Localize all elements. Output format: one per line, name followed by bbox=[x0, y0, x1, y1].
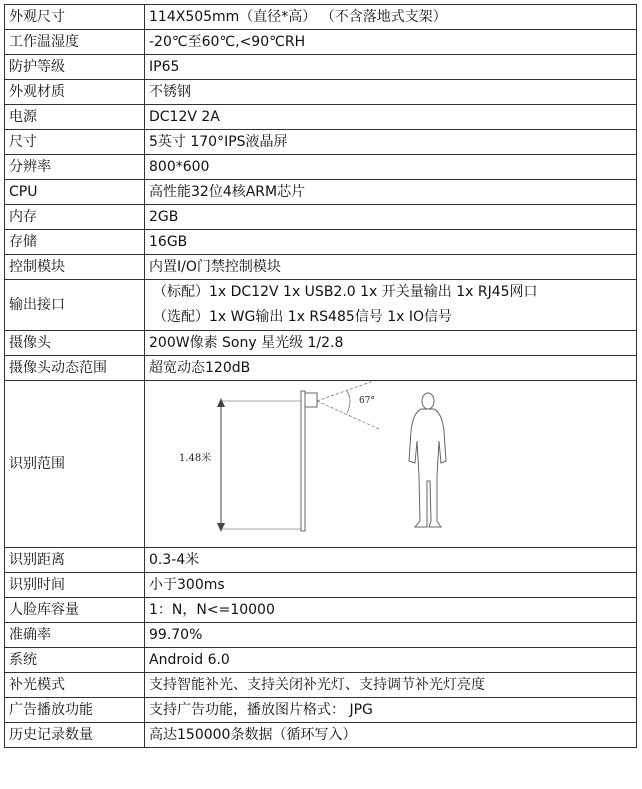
row-value: 16GB bbox=[145, 230, 637, 255]
row-key: 准确率 bbox=[5, 623, 145, 648]
row-key: 补光模式 bbox=[5, 673, 145, 698]
row-value: 小于300ms bbox=[145, 573, 637, 598]
output-standard-line: （标配）1x DC12V 1x USB2.0 1x 开关量输出 1x RJ45网口 bbox=[153, 284, 538, 300]
row-value: 114X505mm（直径*高） （不含落地式支架） bbox=[145, 5, 637, 30]
row-value: 高达150000条数据（循环写入） bbox=[145, 723, 637, 748]
table-row bbox=[5, 80, 637, 105]
table-row-recognition-range bbox=[5, 381, 637, 548]
output-optional-line: （选配）1x WG输出 1x RS485信号 1x IO信号 bbox=[153, 309, 453, 325]
table-row bbox=[5, 723, 637, 748]
row-key: 摄像头 bbox=[5, 331, 145, 356]
person-silhouette-icon bbox=[409, 393, 446, 527]
row-key: 输出接口 bbox=[5, 280, 145, 331]
table-row bbox=[5, 55, 637, 80]
row-key: 电源 bbox=[5, 105, 145, 130]
table-row bbox=[5, 205, 637, 230]
row-value: 5英寸 170°IPS液晶屏 bbox=[145, 130, 637, 155]
table-row bbox=[5, 155, 637, 180]
row-value: 200W像素 Sony 星光级 1/2.8 bbox=[145, 331, 637, 356]
row-key: 防护等级 bbox=[5, 55, 145, 80]
table-row bbox=[5, 105, 637, 130]
table-row-output bbox=[5, 280, 637, 331]
row-key: 存储 bbox=[5, 230, 145, 255]
row-key: 摄像头动态范围 bbox=[5, 356, 145, 381]
row-value: 2GB bbox=[145, 205, 637, 230]
table-row bbox=[5, 548, 637, 573]
table-row bbox=[5, 598, 637, 623]
row-key: 外观材质 bbox=[5, 80, 145, 105]
table-row bbox=[5, 623, 637, 648]
row-value: Android 6.0 bbox=[145, 648, 637, 673]
table-row bbox=[5, 5, 637, 30]
row-key: 人脸库容量 bbox=[5, 598, 145, 623]
row-value: 99.70% bbox=[145, 623, 637, 648]
table-row bbox=[5, 698, 637, 723]
output-values bbox=[145, 280, 637, 331]
row-value: -20℃至60℃,<90℃RH bbox=[145, 30, 637, 55]
row-value: 高性能32位4核ARM芯片 bbox=[145, 180, 637, 205]
recognition-range-diagram-cell bbox=[145, 381, 637, 548]
row-value: 支持广告功能，播放图片格式： JPG bbox=[145, 698, 637, 723]
row-key: 识别距离 bbox=[5, 548, 145, 573]
row-value: IP65 bbox=[145, 55, 637, 80]
table-row bbox=[5, 648, 637, 673]
row-key: 尺寸 bbox=[5, 130, 145, 155]
row-key: 外观尺寸 bbox=[5, 5, 145, 30]
table-row bbox=[5, 255, 637, 280]
row-key: 广告播放功能 bbox=[5, 698, 145, 723]
spec-table bbox=[4, 4, 637, 748]
table-row bbox=[5, 230, 637, 255]
row-value: 不锈钢 bbox=[145, 80, 637, 105]
row-key: 识别范围 bbox=[5, 381, 145, 548]
row-key: 分辨率 bbox=[5, 155, 145, 180]
device-pole bbox=[301, 391, 305, 531]
arrow-up-icon bbox=[217, 398, 225, 407]
height-label: 1.48米 bbox=[179, 453, 212, 464]
row-value: 1：N，N<=10000 bbox=[145, 598, 637, 623]
table-row bbox=[5, 673, 637, 698]
fov-angle-arc bbox=[347, 391, 350, 413]
row-value: 内置I/O门禁控制模块 bbox=[145, 255, 637, 280]
table-row bbox=[5, 180, 637, 205]
table-row bbox=[5, 573, 637, 598]
table-row bbox=[5, 356, 637, 381]
table-row bbox=[5, 30, 637, 55]
arrow-down-icon bbox=[217, 523, 225, 532]
row-value: 0.3-4米 bbox=[145, 548, 637, 573]
table-row bbox=[5, 331, 637, 356]
angle-label: 67° bbox=[359, 396, 375, 406]
row-key: 系统 bbox=[5, 648, 145, 673]
row-key: 内存 bbox=[5, 205, 145, 230]
row-key: 识别时间 bbox=[5, 573, 145, 598]
row-value: DC12V 2A bbox=[145, 105, 637, 130]
row-value: 超宽动态120dB bbox=[145, 356, 637, 381]
row-value: 800*600 bbox=[145, 155, 637, 180]
table-row bbox=[5, 130, 637, 155]
row-key: 控制模块 bbox=[5, 255, 145, 280]
row-key: 工作温湿度 bbox=[5, 30, 145, 55]
recognition-range-diagram bbox=[149, 381, 637, 547]
row-key: 历史记录数量 bbox=[5, 723, 145, 748]
device-head bbox=[305, 393, 317, 407]
row-value: 支持智能补光、支持关闭补光灯、支持调节补光灯亮度 bbox=[145, 673, 637, 698]
row-key: CPU bbox=[5, 180, 145, 205]
